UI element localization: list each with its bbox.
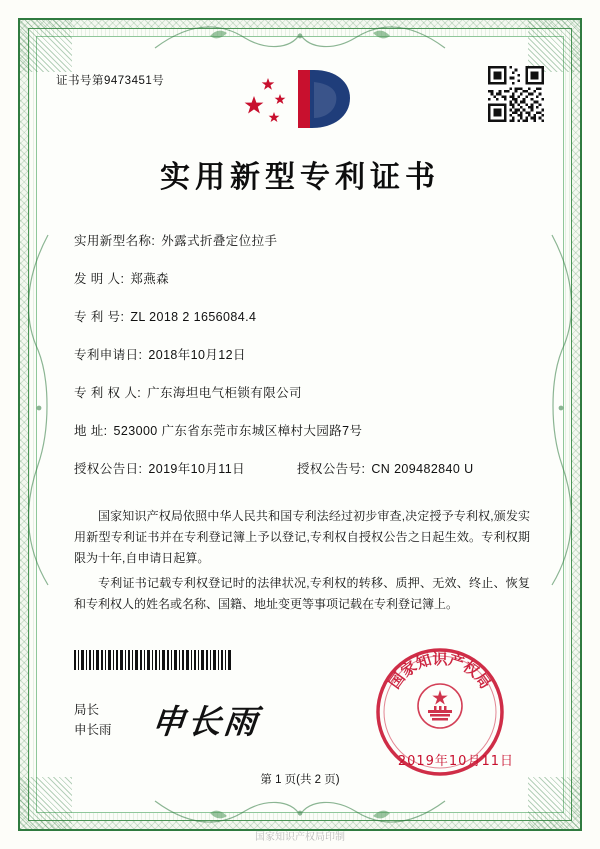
field-label: 发 明 人: [74,272,125,286]
page-indicator: 第 1 页(共 2 页) [260,774,340,786]
legal-paragraph-2: 专利证书记载专利权登记时的法律状况,专利权的转移、质押、无效、终止、恢复和专利权人的姓名或名称、国籍、地址变更等事项记载在专利登记簿上。 [74,576,530,611]
svg-text:国家知识产权局 [385,650,494,692]
grant-date-value: 2019年10月11日 [148,462,245,476]
page-title: 实用新型专利证书 [160,160,440,195]
handwritten-signature: 申长雨 [149,702,262,741]
field-value: 523000 广东省东莞市东城区樟村大园路7号 [113,424,363,438]
certificate-content [36,36,564,813]
seal-text: 国家知识产权局 [385,650,495,693]
field-label: 专 利 权 人: [74,386,142,400]
field-label: 地 址: [74,424,108,438]
grant-number-value: CN 209482840 U [371,462,474,476]
signature-labels [74,700,112,740]
field-value: 广东海坦电气柜锁有限公司 [147,386,302,400]
field-list [74,231,534,497]
barcode [74,650,234,670]
signature-name: 申长雨 [74,723,112,737]
grant-date-label: 授权公告日: [74,462,143,476]
field-row-utility-model-name [74,231,534,249]
field-row-patentee [74,383,534,401]
grant-number-label: 授权公告号: [296,462,366,476]
field-label: 实用新型名称: [74,234,156,248]
patent-office-emblem-icon [240,62,360,134]
seal-date: 2019年10月11日 [397,754,514,769]
field-row-address [74,421,534,439]
legal-paragraph-1: 国家知识产权局依照中华人民共和国专利法经过初步审查,决定授予专利权,颁发实用新型专利证书并在专利登记簿上予以登记,专利权自授权公告之日起生效。专利权期限为十年,自申请日起算。 [74,509,530,565]
field-row-patent-number [74,307,534,325]
field-value: 郑燕森 [130,272,170,286]
field-row-application-date [74,345,534,363]
field-value: 2018年10月12日 [148,348,246,362]
field-row-inventor [74,269,534,287]
legal-text [74,506,530,619]
qr-code [488,66,544,122]
field-label: 专利申请日: [74,348,143,362]
field-row-grant-announcement [74,459,534,477]
field-value: ZL 2018 2 1656084.4 [130,310,257,324]
field-label: 专 利 号: [74,310,125,324]
signature-title: 局长 [74,703,100,717]
footer-imprint: 国家知识产权局印制 [255,832,345,843]
field-value: 外露式折叠定位拉手 [161,234,278,248]
certificate-number: 证书号第9473451号 [56,75,165,87]
